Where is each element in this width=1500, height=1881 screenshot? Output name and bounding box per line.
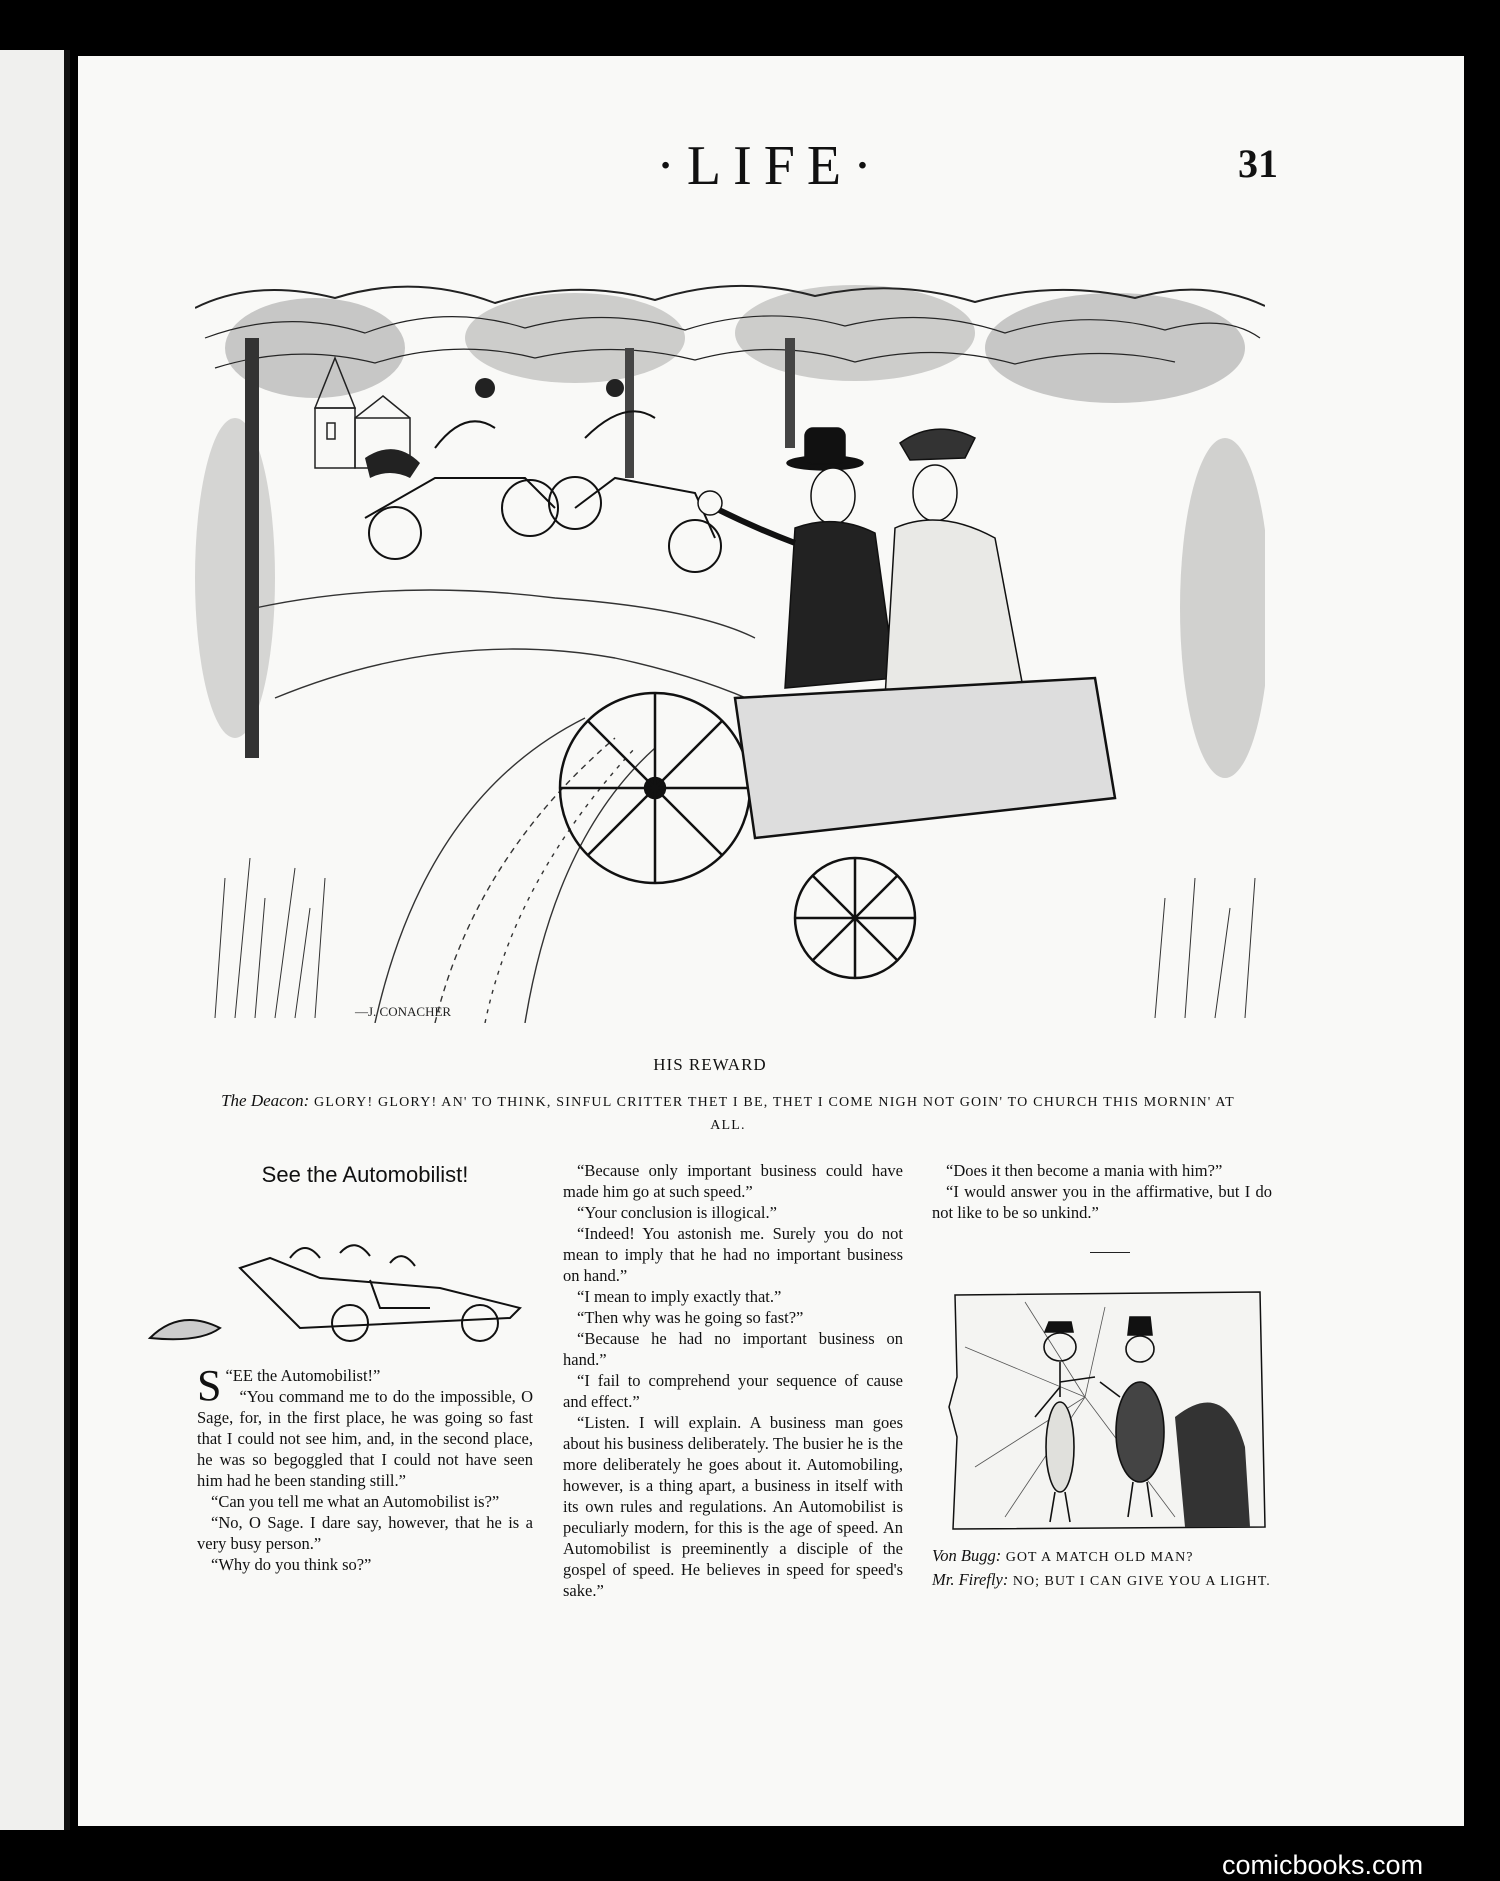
firefly-caption [932,1545,1272,1593]
firefly-line-2: Mr. Firefly: NO; BUT I CAN GIVE YOU A LIGHT. [932,1570,1271,1589]
article-col2-para-5: “Then why was he going so fast?” [577,1308,804,1327]
article-col2-para-6: “Because he had no important business on hand.” [563,1329,903,1369]
firefly-line-1: Von Bugg: GOT A MATCH OLD MAN? [932,1546,1194,1565]
article-column-2 [563,1160,903,1601]
article-col2-para-8: “Listen. I will explain. A business man goes about his business deliberately. The busier he is the more deliberately he goes about it. Automobiling, however, is a thing apart, a business in itself with its own rules and regulations. An Automobilist is peculiarly modern, for this is the age of speed. An Automobilist is preeminently a disciple of the gospel of speed. He believes in speed for speed's sake.” [563,1413,903,1600]
article-col3-para-2: “I would answer you in the affirmative, but I do not like to be so unkind.” [932,1182,1272,1222]
article-col2-para-2: “Your conclusion is illogical.” [577,1203,777,1222]
caption-text [206,1089,1250,1137]
drop-cap: S [197,1361,222,1410]
caption-speaker: The Deacon: [221,1091,310,1110]
watermark: comicbooks.com [1222,1850,1424,1880]
article-col1-para-3: “Can you tell me what an Automobilist is?” [211,1492,500,1511]
article-col2-para-4: “I mean to imply exactly that.” [577,1287,782,1306]
article-col2-para-1: “Because only important business could have made him go at such speed.” [563,1161,903,1201]
article-col1-para-5: “Why do you think so?” [211,1555,372,1574]
article-column-3 [932,1160,1272,1223]
article-col2-para-3: “Indeed! You astonish me. Surely you do not mean to imply that he had no important business on hand.” [563,1224,903,1285]
article-col3-para-1: “Does it then become a mania with him?” [946,1161,1223,1180]
caption-title: HIS REWARD [653,1055,767,1074]
article-col1-para-4: “No, O Sage. I dare say, however, that he is a very busy person.” [197,1513,533,1553]
masthead: ·LIFE· [656,135,884,197]
firefly-cartoon [945,1287,1270,1532]
left-page-edge [0,50,70,1830]
automobile-drawing [140,1218,540,1348]
article-title: See the Automobilist! [261,1162,469,1187]
article-col2-para-7: “I fail to comprehend your sequence of cause and effect.” [563,1371,903,1411]
illustration-signature: —J. CONACHER [355,1004,452,1019]
section-rule [1090,1252,1130,1253]
main-illustration [195,278,1265,1023]
article-col1-para-2: “You command me to do the impossible, O Sage, for, in the first place, he was going so fast that I could not see him, and, in the second place, he was so begoggled that I could not have seen him had he been standing still.” [197,1387,533,1490]
article-column-1 [197,1361,533,1575]
article-col1-para-1: S “EE the Automobilist!” [197,1361,381,1410]
caption-dialogue: GLORY! GLORY! AN' TO THINK, SINFUL CRITTER THET I BE, THET I COME NIGH NOT GOIN' TO CHURCH THIS MORNIN' AT ALL. [314,1095,1235,1133]
page-number: 31 [1238,141,1278,186]
